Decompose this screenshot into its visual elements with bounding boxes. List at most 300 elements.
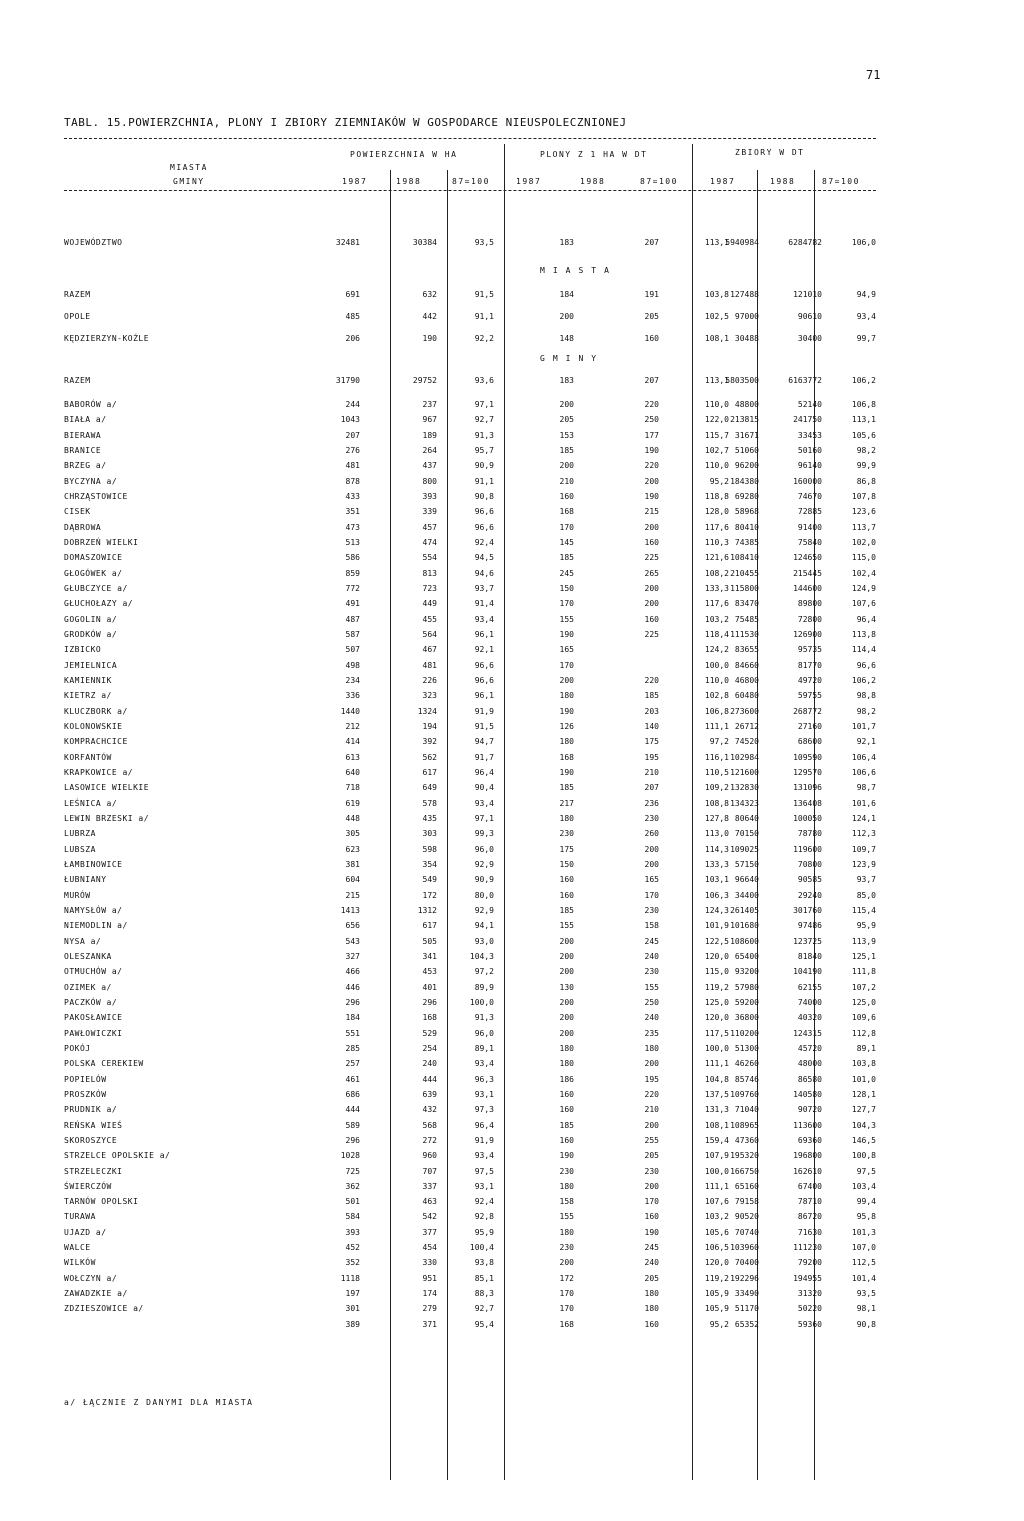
row-name: ŚWIERCZÓW [64, 1181, 112, 1191]
row-name: BRZEG a/ [64, 461, 107, 471]
row-name: RAZEM [64, 290, 91, 299]
yield-1988: 160 [644, 537, 659, 547]
yield-index: 106,8 [704, 706, 729, 716]
harvest-1987: 213815 [730, 415, 759, 425]
row-name: NYSA a/ [64, 936, 102, 946]
area-index: 80,0 [474, 890, 494, 900]
area-1987: 352 [345, 1258, 360, 1268]
table-row [64, 1059, 884, 1073]
area-index: 97,1 [474, 400, 494, 409]
table-row [64, 799, 884, 813]
area-index: 94,6 [474, 568, 494, 578]
harvest-1988: 67400 [797, 1181, 822, 1191]
yield-1987: 184 [559, 290, 574, 299]
harvest-1988: 215445 [793, 568, 822, 578]
harvest-1987: 74385 [734, 537, 759, 547]
harvest-1987: 5803500 [725, 376, 759, 385]
sub-header: 1988 [396, 177, 422, 186]
harvest-index: 98,7 [856, 783, 876, 793]
area-1987: 501 [345, 1197, 360, 1207]
table-row [64, 1013, 884, 1027]
area-index: 93,4 [474, 1059, 494, 1069]
row-name: STRZELECZKI [64, 1166, 123, 1176]
yield-1988: 160 [644, 1212, 659, 1222]
yield-index: 111,1 [704, 1059, 729, 1069]
area-index: 91,9 [474, 706, 494, 716]
table-row [64, 829, 884, 843]
yield-index: 107,6 [704, 1197, 729, 1207]
area-1987: 184 [345, 1013, 360, 1023]
area-1988: 564 [422, 629, 437, 639]
harvest-1987: 31671 [734, 430, 759, 440]
area-index: 91,9 [474, 1135, 494, 1145]
harvest-1988: 70800 [797, 859, 822, 869]
table-row [64, 415, 884, 429]
table-row [64, 998, 884, 1012]
area-1988: 172 [422, 890, 437, 900]
area-1987: 691 [345, 290, 360, 299]
table-row [64, 290, 884, 304]
area-1987: 393 [345, 1227, 360, 1237]
area-1988: 481 [422, 660, 437, 670]
area-index: 94,1 [474, 921, 494, 931]
yield-1988: 210 [644, 1105, 659, 1115]
yield-index: 100,0 [704, 1166, 729, 1176]
row-name: PROSZKÓW [64, 1089, 107, 1099]
harvest-1987: 85746 [734, 1074, 759, 1084]
harvest-1987: 59200 [734, 997, 759, 1007]
yield-1988: 260 [644, 829, 659, 839]
harvest-1987: 70740 [734, 1227, 759, 1237]
area-1987: 244 [345, 400, 360, 409]
area-1987: 485 [345, 312, 360, 321]
yield-1988: 205 [644, 1151, 659, 1161]
area-index: 89,1 [474, 1043, 494, 1053]
yield-1987: 155 [559, 1212, 574, 1222]
yield-1987: 168 [559, 752, 574, 762]
area-1988: 542 [422, 1212, 437, 1222]
table-row [64, 1289, 884, 1303]
row-name: SKOROSZYCE [64, 1135, 118, 1145]
area-1987: 640 [345, 767, 360, 777]
yield-index: 131,3 [704, 1105, 729, 1115]
area-1987: 433 [345, 491, 360, 501]
yield-index: 121,6 [704, 553, 729, 563]
harvest-1988: 91400 [797, 522, 822, 532]
table-title: TABL. 15.POWIERZCHNIA, PLONY I ZBIORY ZIEMNIAKÓW W GOSPODARCE NIEUSPOLECZNIONEJ [64, 116, 627, 129]
harvest-1988: 6284782 [788, 238, 822, 247]
area-index: 93,4 [474, 798, 494, 808]
area-index: 97,1 [474, 813, 494, 823]
area-1987: 473 [345, 522, 360, 532]
yield-index: 95,2 [709, 476, 729, 486]
area-1987: 466 [345, 967, 360, 977]
section-cities: MIASTA [540, 266, 617, 275]
area-index: 90,8 [474, 491, 494, 501]
area-1988: 189 [422, 430, 437, 440]
row-name: KOLONOWSKIE [64, 721, 123, 731]
row-name: BRANICE [64, 445, 102, 455]
harvest-index: 106,6 [851, 767, 876, 777]
harvest-1987: 108600 [730, 936, 759, 946]
yield-1987: 160 [559, 1105, 574, 1115]
area-1988: 474 [422, 537, 437, 547]
area-1988: 194 [422, 721, 437, 731]
table-row [64, 891, 884, 905]
harvest-1987: 58968 [734, 507, 759, 517]
area-1987: 452 [345, 1243, 360, 1253]
area-index: 92,7 [474, 1304, 494, 1314]
yield-1987: 245 [559, 568, 574, 578]
area-1987: 623 [345, 844, 360, 854]
area-1987: 487 [345, 614, 360, 624]
area-index: 96,6 [474, 522, 494, 532]
area-1988: 723 [422, 583, 437, 593]
yield-index: 117,6 [704, 522, 729, 532]
harvest-1988: 62155 [797, 982, 822, 992]
row-name: GOGOLIN a/ [64, 614, 118, 624]
yield-1988: 210 [644, 767, 659, 777]
area-1987: 613 [345, 752, 360, 762]
yield-index: 117,5 [704, 1028, 729, 1038]
yield-1988: 236 [644, 798, 659, 808]
table-row [64, 691, 884, 705]
area-1988: 174 [422, 1289, 437, 1299]
harvest-index: 123,6 [851, 507, 876, 517]
row-name: DOBRZEŃ WIELKI [64, 537, 139, 547]
yield-index: 120,0 [704, 1258, 729, 1268]
yield-index: 124,2 [704, 645, 729, 655]
area-1988: 554 [422, 553, 437, 563]
row-name: PAKOSŁAWICE [64, 1013, 123, 1023]
area-1988: 264 [422, 445, 437, 455]
yield-1987: 160 [559, 491, 574, 501]
harvest-1987: 195320 [730, 1151, 759, 1161]
table-row [64, 661, 884, 675]
row-name: ZDZIESZOWICE a/ [64, 1304, 144, 1314]
area-index: 97,5 [474, 1166, 494, 1176]
yield-index: 107,9 [704, 1151, 729, 1161]
yield-1988: 200 [644, 476, 659, 486]
harvest-1988: 136408 [793, 798, 822, 808]
harvest-1987: 70150 [734, 829, 759, 839]
yield-1987: 200 [559, 936, 574, 946]
harvest-1987: 102984 [730, 752, 759, 762]
area-index: 93,4 [474, 1151, 494, 1161]
sub-header: 87=100 [640, 177, 678, 186]
area-1988: 598 [422, 844, 437, 854]
area-1988: 29752 [412, 376, 437, 385]
harvest-1988: 126900 [793, 629, 822, 639]
area-1987: 285 [345, 1043, 360, 1053]
area-1987: 513 [345, 537, 360, 547]
area-index: 93,6 [474, 376, 494, 385]
row-name: PAWŁOWICZKI [64, 1028, 123, 1038]
harvest-1987: 90520 [734, 1212, 759, 1222]
yield-index: 100,0 [704, 660, 729, 670]
area-1987: 656 [345, 921, 360, 931]
harvest-index: 102,4 [851, 568, 876, 578]
row-name: KAMIENNIK [64, 675, 112, 685]
area-index: 90,9 [474, 875, 494, 885]
yield-1987: 185 [559, 553, 574, 563]
yield-1988: 165 [644, 875, 659, 885]
harvest-1988: 72800 [797, 614, 822, 624]
harvest-1987: 65352 [734, 1319, 759, 1329]
table-row [64, 753, 884, 767]
yield-1987: 148 [559, 334, 574, 343]
row-name: WILKÓW [64, 1258, 96, 1268]
harvest-index: 106,4 [851, 752, 876, 762]
area-1987: 212 [345, 721, 360, 731]
harvest-1988: 33453 [797, 430, 822, 440]
sub-header: 1987 [516, 177, 542, 186]
yield-index: 114,3 [704, 844, 729, 854]
yield-index: 118,4 [704, 629, 729, 639]
area-index: 93,1 [474, 1089, 494, 1099]
harvest-1987: 65160 [734, 1181, 759, 1191]
harvest-1987: 109025 [730, 844, 759, 854]
harvest-1987: 166750 [730, 1166, 759, 1176]
yield-1988: 235 [644, 1028, 659, 1038]
area-index: 96,4 [474, 1120, 494, 1130]
harvest-1987: 80640 [734, 813, 759, 823]
area-1988: 339 [422, 507, 437, 517]
yield-index: 113,1 [704, 376, 729, 385]
area-1988: 800 [422, 476, 437, 486]
yield-1987: 190 [559, 706, 574, 716]
area-1987: 336 [345, 691, 360, 701]
yield-index: 122,0 [704, 415, 729, 425]
yield-1988: 205 [644, 312, 659, 321]
harvest-1987: 48800 [734, 400, 759, 409]
area-1988: 254 [422, 1043, 437, 1053]
area-1987: 543 [345, 936, 360, 946]
yield-1987: 205 [559, 415, 574, 425]
harvest-index: 99,7 [856, 334, 876, 343]
area-1988: 392 [422, 737, 437, 747]
sub-header: 1988 [580, 177, 606, 186]
table-row [64, 584, 884, 598]
table-row [64, 983, 884, 997]
yield-index: 133,3 [704, 583, 729, 593]
table-row [64, 875, 884, 889]
table-row [64, 737, 884, 751]
area-index: 91,4 [474, 599, 494, 609]
harvest-index: 86,8 [856, 476, 876, 486]
yield-1987: 155 [559, 614, 574, 624]
harvest-index: 113,8 [851, 629, 876, 639]
harvest-index: 98,8 [856, 691, 876, 701]
area-index: 100,4 [469, 1243, 494, 1253]
yield-1987: 155 [559, 921, 574, 931]
yield-index: 118,8 [704, 491, 729, 501]
yield-index: 95,2 [709, 1319, 729, 1329]
area-index: 96,6 [474, 675, 494, 685]
table-row [64, 1197, 884, 1211]
area-1987: 619 [345, 798, 360, 808]
yield-1988: 140 [644, 721, 659, 731]
area-1988: 632 [422, 290, 437, 299]
table-row [64, 334, 884, 348]
harvest-1987: 109760 [730, 1089, 759, 1099]
harvest-index: 113,9 [851, 936, 876, 946]
harvest-index: 124,1 [851, 813, 876, 823]
table-row [64, 783, 884, 797]
table-row [64, 400, 884, 414]
area-index: 94,7 [474, 737, 494, 747]
harvest-1988: 129570 [793, 767, 822, 777]
area-1987: 296 [345, 997, 360, 1007]
yield-1987: 210 [559, 476, 574, 486]
harvest-1988: 68600 [797, 737, 822, 747]
harvest-1988: 30400 [797, 334, 822, 343]
area-1988: 1312 [417, 905, 437, 915]
yield-index: 124,3 [704, 905, 729, 915]
yield-index: 103,1 [704, 875, 729, 885]
harvest-1987: 132830 [730, 783, 759, 793]
yield-1988: 200 [644, 859, 659, 869]
area-1988: 303 [422, 829, 437, 839]
harvest-index: 107,0 [851, 1243, 876, 1253]
area-index: 96,6 [474, 507, 494, 517]
harvest-1988: 81840 [797, 951, 822, 961]
yield-1988: 250 [644, 415, 659, 425]
yield-1988: 190 [644, 445, 659, 455]
harvest-index: 93,4 [856, 312, 876, 321]
harvest-1988: 111230 [793, 1243, 822, 1253]
yield-index: 108,8 [704, 798, 729, 808]
harvest-1988: 72885 [797, 507, 822, 517]
area-1988: 707 [422, 1166, 437, 1176]
yield-1987: 200 [559, 997, 574, 1007]
harvest-1987: 57150 [734, 859, 759, 869]
harvest-index: 99,9 [856, 461, 876, 471]
table-row [64, 952, 884, 966]
area-1987: 586 [345, 553, 360, 563]
area-index: 92,1 [474, 645, 494, 655]
area-1988: 960 [422, 1151, 437, 1161]
area-index: 95,7 [474, 445, 494, 455]
area-index: 95,4 [474, 1319, 494, 1329]
sub-header: 1987 [710, 177, 736, 186]
yield-1987: 150 [559, 583, 574, 593]
header-area: POWIERZCHNIA W HA [350, 150, 458, 159]
yield-1988: 200 [644, 1181, 659, 1191]
yield-1987: 170 [559, 1304, 574, 1314]
yield-1987: 200 [559, 400, 574, 409]
area-1988: 467 [422, 645, 437, 655]
area-1987: 878 [345, 476, 360, 486]
yield-index: 110,3 [704, 537, 729, 547]
table-row [64, 538, 884, 552]
yield-1987: 170 [559, 599, 574, 609]
area-index: 97,2 [474, 967, 494, 977]
table-row [64, 906, 884, 920]
harvest-index: 102,0 [851, 537, 876, 547]
harvest-index: 95,8 [856, 1212, 876, 1222]
yield-1987: 170 [559, 1289, 574, 1299]
header-cities-label: MIASTA [170, 163, 208, 172]
area-index: 96,3 [474, 1074, 494, 1084]
yield-1987: 200 [559, 312, 574, 321]
area-index: 92,8 [474, 1212, 494, 1222]
harvest-1987: 108410 [730, 553, 759, 563]
yield-1988: 200 [644, 1059, 659, 1069]
area-index: 92,4 [474, 537, 494, 547]
yield-1987: 170 [559, 522, 574, 532]
harvest-1987: 26712 [734, 721, 759, 731]
yield-1988: 220 [644, 1089, 659, 1099]
row-name: CHRZĄSTOWICE [64, 491, 128, 501]
harvest-1988: 81770 [797, 660, 822, 670]
yield-index: 101,9 [704, 921, 729, 931]
table-row [64, 599, 884, 613]
harvest-index: 100,8 [851, 1151, 876, 1161]
yield-1987: 160 [559, 1135, 574, 1145]
area-1988: 549 [422, 875, 437, 885]
harvest-1988: 196800 [793, 1151, 822, 1161]
yield-1988: 207 [644, 783, 659, 793]
harvest-index: 97,5 [856, 1166, 876, 1176]
row-name: OZIMEK a/ [64, 982, 112, 992]
harvest-index: 111,8 [851, 967, 876, 977]
row-name: OTMUCHÓW a/ [64, 967, 123, 977]
yield-1988: 195 [644, 752, 659, 762]
harvest-1987: 184380 [730, 476, 759, 486]
yield-index: 116,1 [704, 752, 729, 762]
area-1987: 481 [345, 461, 360, 471]
row-name: WOŁCZYN a/ [64, 1273, 118, 1283]
harvest-index: 106,2 [851, 376, 876, 385]
header-top-rule [64, 138, 876, 139]
table-row [64, 1136, 884, 1150]
yield-1987: 180 [559, 691, 574, 701]
area-1988: 449 [422, 599, 437, 609]
area-1987: 1440 [340, 706, 360, 716]
yield-index: 119,2 [704, 1273, 729, 1283]
yield-1987: 200 [559, 1028, 574, 1038]
yield-index: 133,3 [704, 859, 729, 869]
harvest-1988: 86580 [797, 1074, 822, 1084]
harvest-index: 113,1 [851, 415, 876, 425]
harvest-1988: 124650 [793, 553, 822, 563]
area-index: 99,3 [474, 829, 494, 839]
yield-1988: 191 [644, 290, 659, 299]
area-1987: 772 [345, 583, 360, 593]
yield-index: 103,2 [704, 614, 729, 624]
yield-1987: 183 [559, 376, 574, 385]
area-1987: 351 [345, 507, 360, 517]
harvest-1987: 83655 [734, 645, 759, 655]
area-index: 89,9 [474, 982, 494, 992]
area-index: 91,1 [474, 312, 494, 321]
harvest-1987: 103960 [730, 1243, 759, 1253]
yield-index: 120,0 [704, 951, 729, 961]
table-row [64, 312, 884, 326]
row-name: WALCE [64, 1243, 91, 1253]
table-row [64, 676, 884, 690]
harvest-1987: 51170 [734, 1304, 759, 1314]
row-name: LEŚNICA a/ [64, 798, 118, 808]
yield-index: 113,0 [704, 829, 729, 839]
table-row [64, 937, 884, 951]
row-name: PACZKÓW a/ [64, 997, 118, 1007]
area-1988: 505 [422, 936, 437, 946]
area-index: 91,5 [474, 290, 494, 299]
row-name: GRODKÓW a/ [64, 629, 118, 639]
row-name: KOMPRACHCICE [64, 737, 128, 747]
